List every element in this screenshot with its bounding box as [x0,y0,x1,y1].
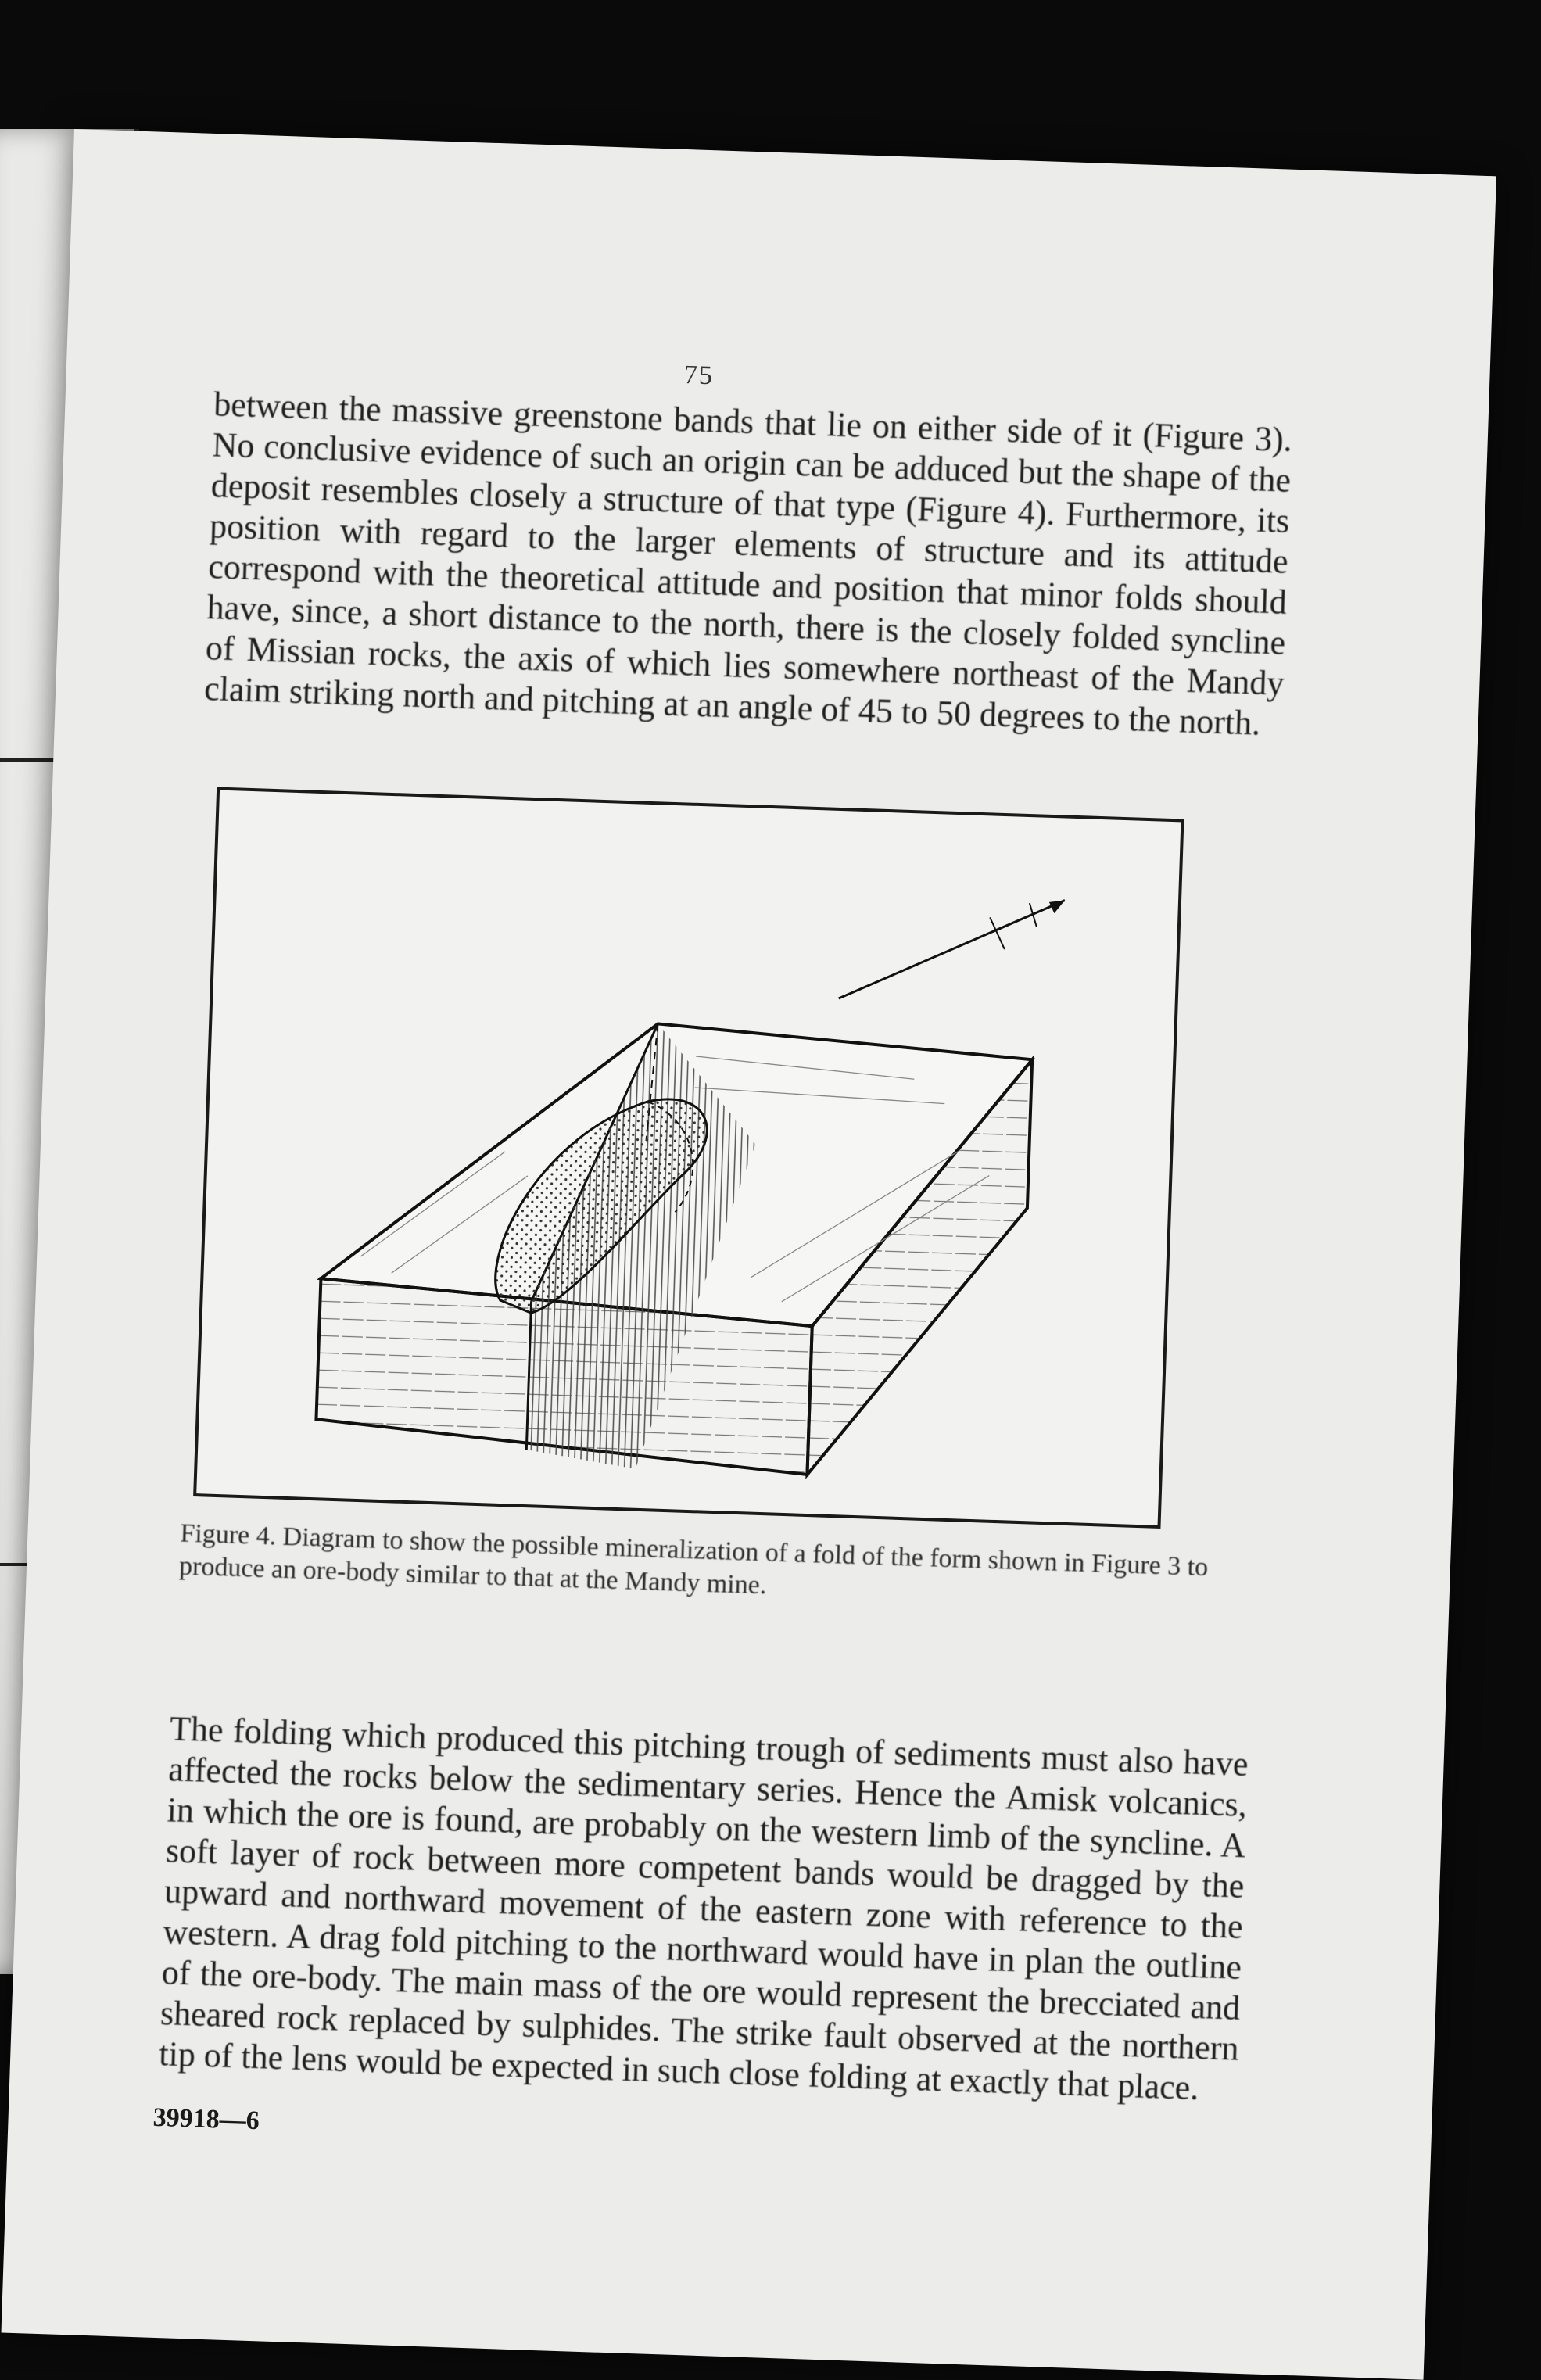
printer-code: 39918—6 [152,2102,260,2136]
figure-caption: Figure 4. Diagram to show the possible mineralization of a fold of the form shown in Figure 3 to produce an ore-body similar to that at the Mandy mine. [178,1518,1209,1600]
body-paragraph-1: between the massive greenstone bands that lie on either side of it (Figure 3). No conclusive evidence of such an origin can be adduced but the shape of the deposit resembles closely a structure of that type (Figure 4). Furthermore, its position with regard to the larger elements of structure and its attitude correspond with the theoretical attitude and position that minor folds should have, since, a short distance to the north, there is the closely folded syncline of Missian rocks, the axis of which lies somewhere northeast of the Mandy claim striking north and pitching at an angle of 45 to 50 degrees to the north. [203,385,1293,743]
body-paragraph-2: The folding which produced this pitching trough of sediments must also have affected the rocks below the sedimentary series. Hence the Amisk volcanics, in which the ore is found, are probably on the western limb of the syncline. A soft layer of rock between more competent bands would be dragged by the upward and northward movement of the eastern zone with reference to the western. A drag fold pitching to the northward would have in plan the outline of the ore-body. The main mass of the ore would represent the brecciated and sheared rock replaced by sulphides. The strike fault observed at the northern tip of the lens would be expected in such close folding at exactly that place. [158,1709,1249,2108]
book-page [2,129,1496,2380]
figure-4-diagram [193,787,1184,1529]
fold-block-diagram [196,790,1181,1525]
page-number: 75 [683,360,715,391]
